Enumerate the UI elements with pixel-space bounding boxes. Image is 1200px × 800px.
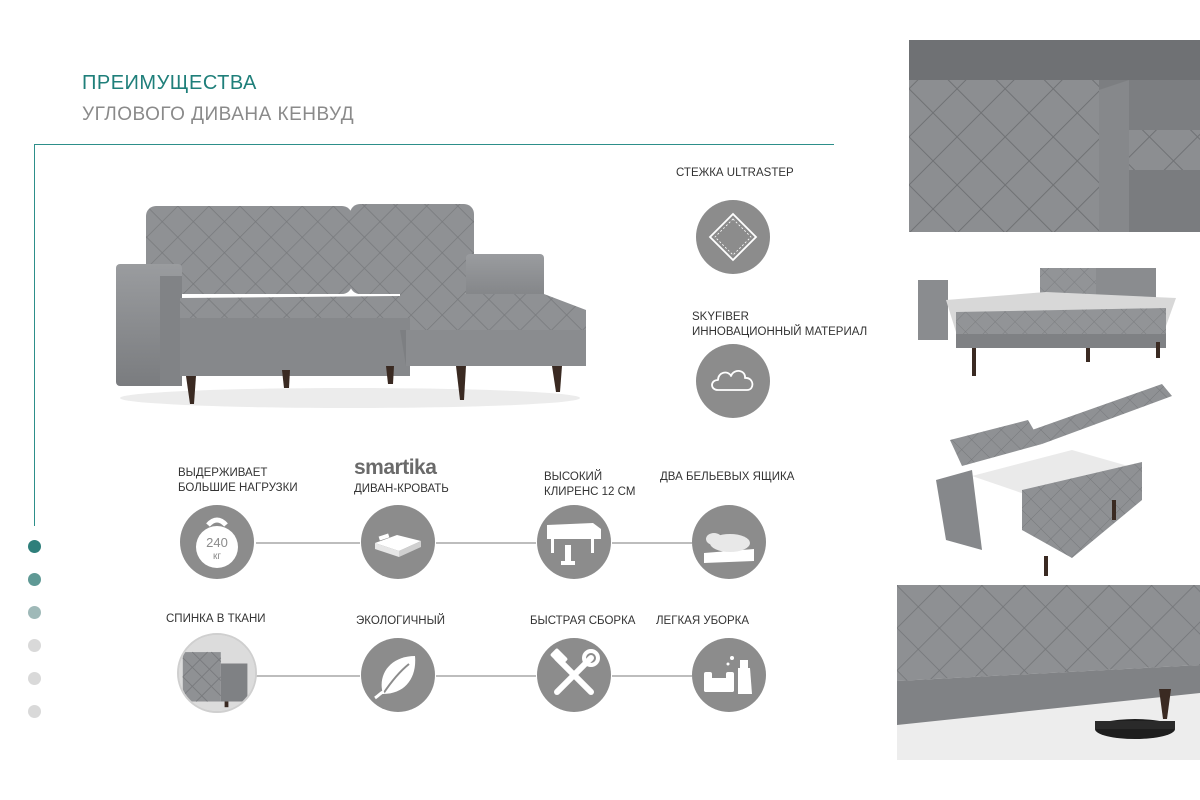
nav-dot-2[interactable] bbox=[28, 573, 41, 586]
nav-dot-5[interactable] bbox=[28, 672, 41, 685]
connector-row1-a bbox=[256, 542, 360, 544]
connector-row1-b bbox=[436, 542, 536, 544]
feature-circle-clearance bbox=[537, 505, 611, 579]
feature-label-eco: ЭКОЛОГИЧНЫЙ bbox=[356, 615, 446, 627]
robot-vacuum-clearance-icon bbox=[537, 505, 611, 579]
connector-row2-c bbox=[612, 675, 692, 677]
feature-circle-ultrastep bbox=[696, 200, 770, 274]
feature-circle-fabric-back bbox=[177, 633, 257, 713]
page-title: ПРЕИМУЩЕСТВА bbox=[82, 72, 257, 94]
photo-storage-open bbox=[932, 380, 1200, 580]
feature-label-skyfiber-2: ИННОВАЦИОННЫЙ МАТЕРИАЛ bbox=[692, 326, 868, 338]
feature-label-drawers: ДВА БЕЛЬЕВЫХ ЯЩИКА bbox=[660, 471, 795, 483]
feature-label-fabric-back: СПИНКА В ТКАНИ bbox=[166, 613, 266, 625]
page-subtitle: УГЛОВОГО ДИВАНА КЕНВУД bbox=[82, 104, 355, 125]
feature-circle-drawers bbox=[692, 505, 766, 579]
frame-line-vertical bbox=[34, 144, 35, 526]
bed-icon bbox=[361, 505, 435, 579]
connector-row2-a bbox=[256, 675, 360, 677]
frame-line-horizontal bbox=[34, 144, 834, 145]
feature-circle-eco bbox=[361, 638, 435, 712]
hero-sofa-image bbox=[100, 190, 600, 420]
photo-quilted-armrest bbox=[909, 40, 1200, 232]
connector-row1-c bbox=[612, 542, 692, 544]
feature-circle-sofabed bbox=[361, 505, 435, 579]
cleaning-spray-icon bbox=[692, 638, 766, 712]
fabric-back-photo-icon bbox=[179, 633, 255, 713]
tools-icon bbox=[537, 638, 611, 712]
feature-circle-skyfiber bbox=[696, 344, 770, 418]
feature-label-sofabed: ДИВАН-КРОВАТЬ bbox=[354, 483, 449, 495]
connector-row2-b bbox=[436, 675, 536, 677]
leaf-icon bbox=[361, 638, 435, 712]
feature-label-clearance-1: ВЫСОКИЙ bbox=[544, 471, 603, 483]
nav-dot-1[interactable] bbox=[28, 540, 41, 553]
feature-circle-cleaning bbox=[692, 638, 766, 712]
brand-smartika: smartika bbox=[354, 456, 437, 479]
feature-label-ultrastep: СТЕЖКА ULTRASTEP bbox=[676, 167, 794, 179]
weight-value: 240 bbox=[206, 535, 228, 550]
feature-label-loads-2: БОЛЬШИЕ НАГРУЗКИ bbox=[178, 482, 298, 494]
feature-label-loads-1: ВЫДЕРЖИВАЕТ bbox=[178, 467, 268, 479]
nav-dot-3[interactable] bbox=[28, 606, 41, 619]
slide-navigation bbox=[28, 540, 41, 738]
feature-circle-loads bbox=[180, 505, 254, 579]
feature-circle-assembly bbox=[537, 638, 611, 712]
photo-clearance-robot bbox=[897, 585, 1200, 760]
photo-sofa-unfolded bbox=[916, 262, 1200, 382]
nav-dot-4[interactable] bbox=[28, 639, 41, 652]
hippo-storage-icon bbox=[692, 505, 766, 579]
feature-label-skyfiber-1: SKYFIBER bbox=[692, 311, 749, 323]
feature-label-assembly: БЫСТРАЯ СБОРКА bbox=[530, 615, 636, 627]
feature-label-cleaning: ЛЕГКАЯ УБОРКА bbox=[656, 615, 750, 627]
feature-label-clearance-2: КЛИРЕНС 12 СМ bbox=[544, 486, 636, 498]
weight-unit: кг bbox=[212, 551, 222, 562]
nav-dot-6[interactable] bbox=[28, 705, 41, 718]
diamond-stitch-icon bbox=[696, 200, 770, 274]
cloud-icon bbox=[696, 344, 770, 418]
